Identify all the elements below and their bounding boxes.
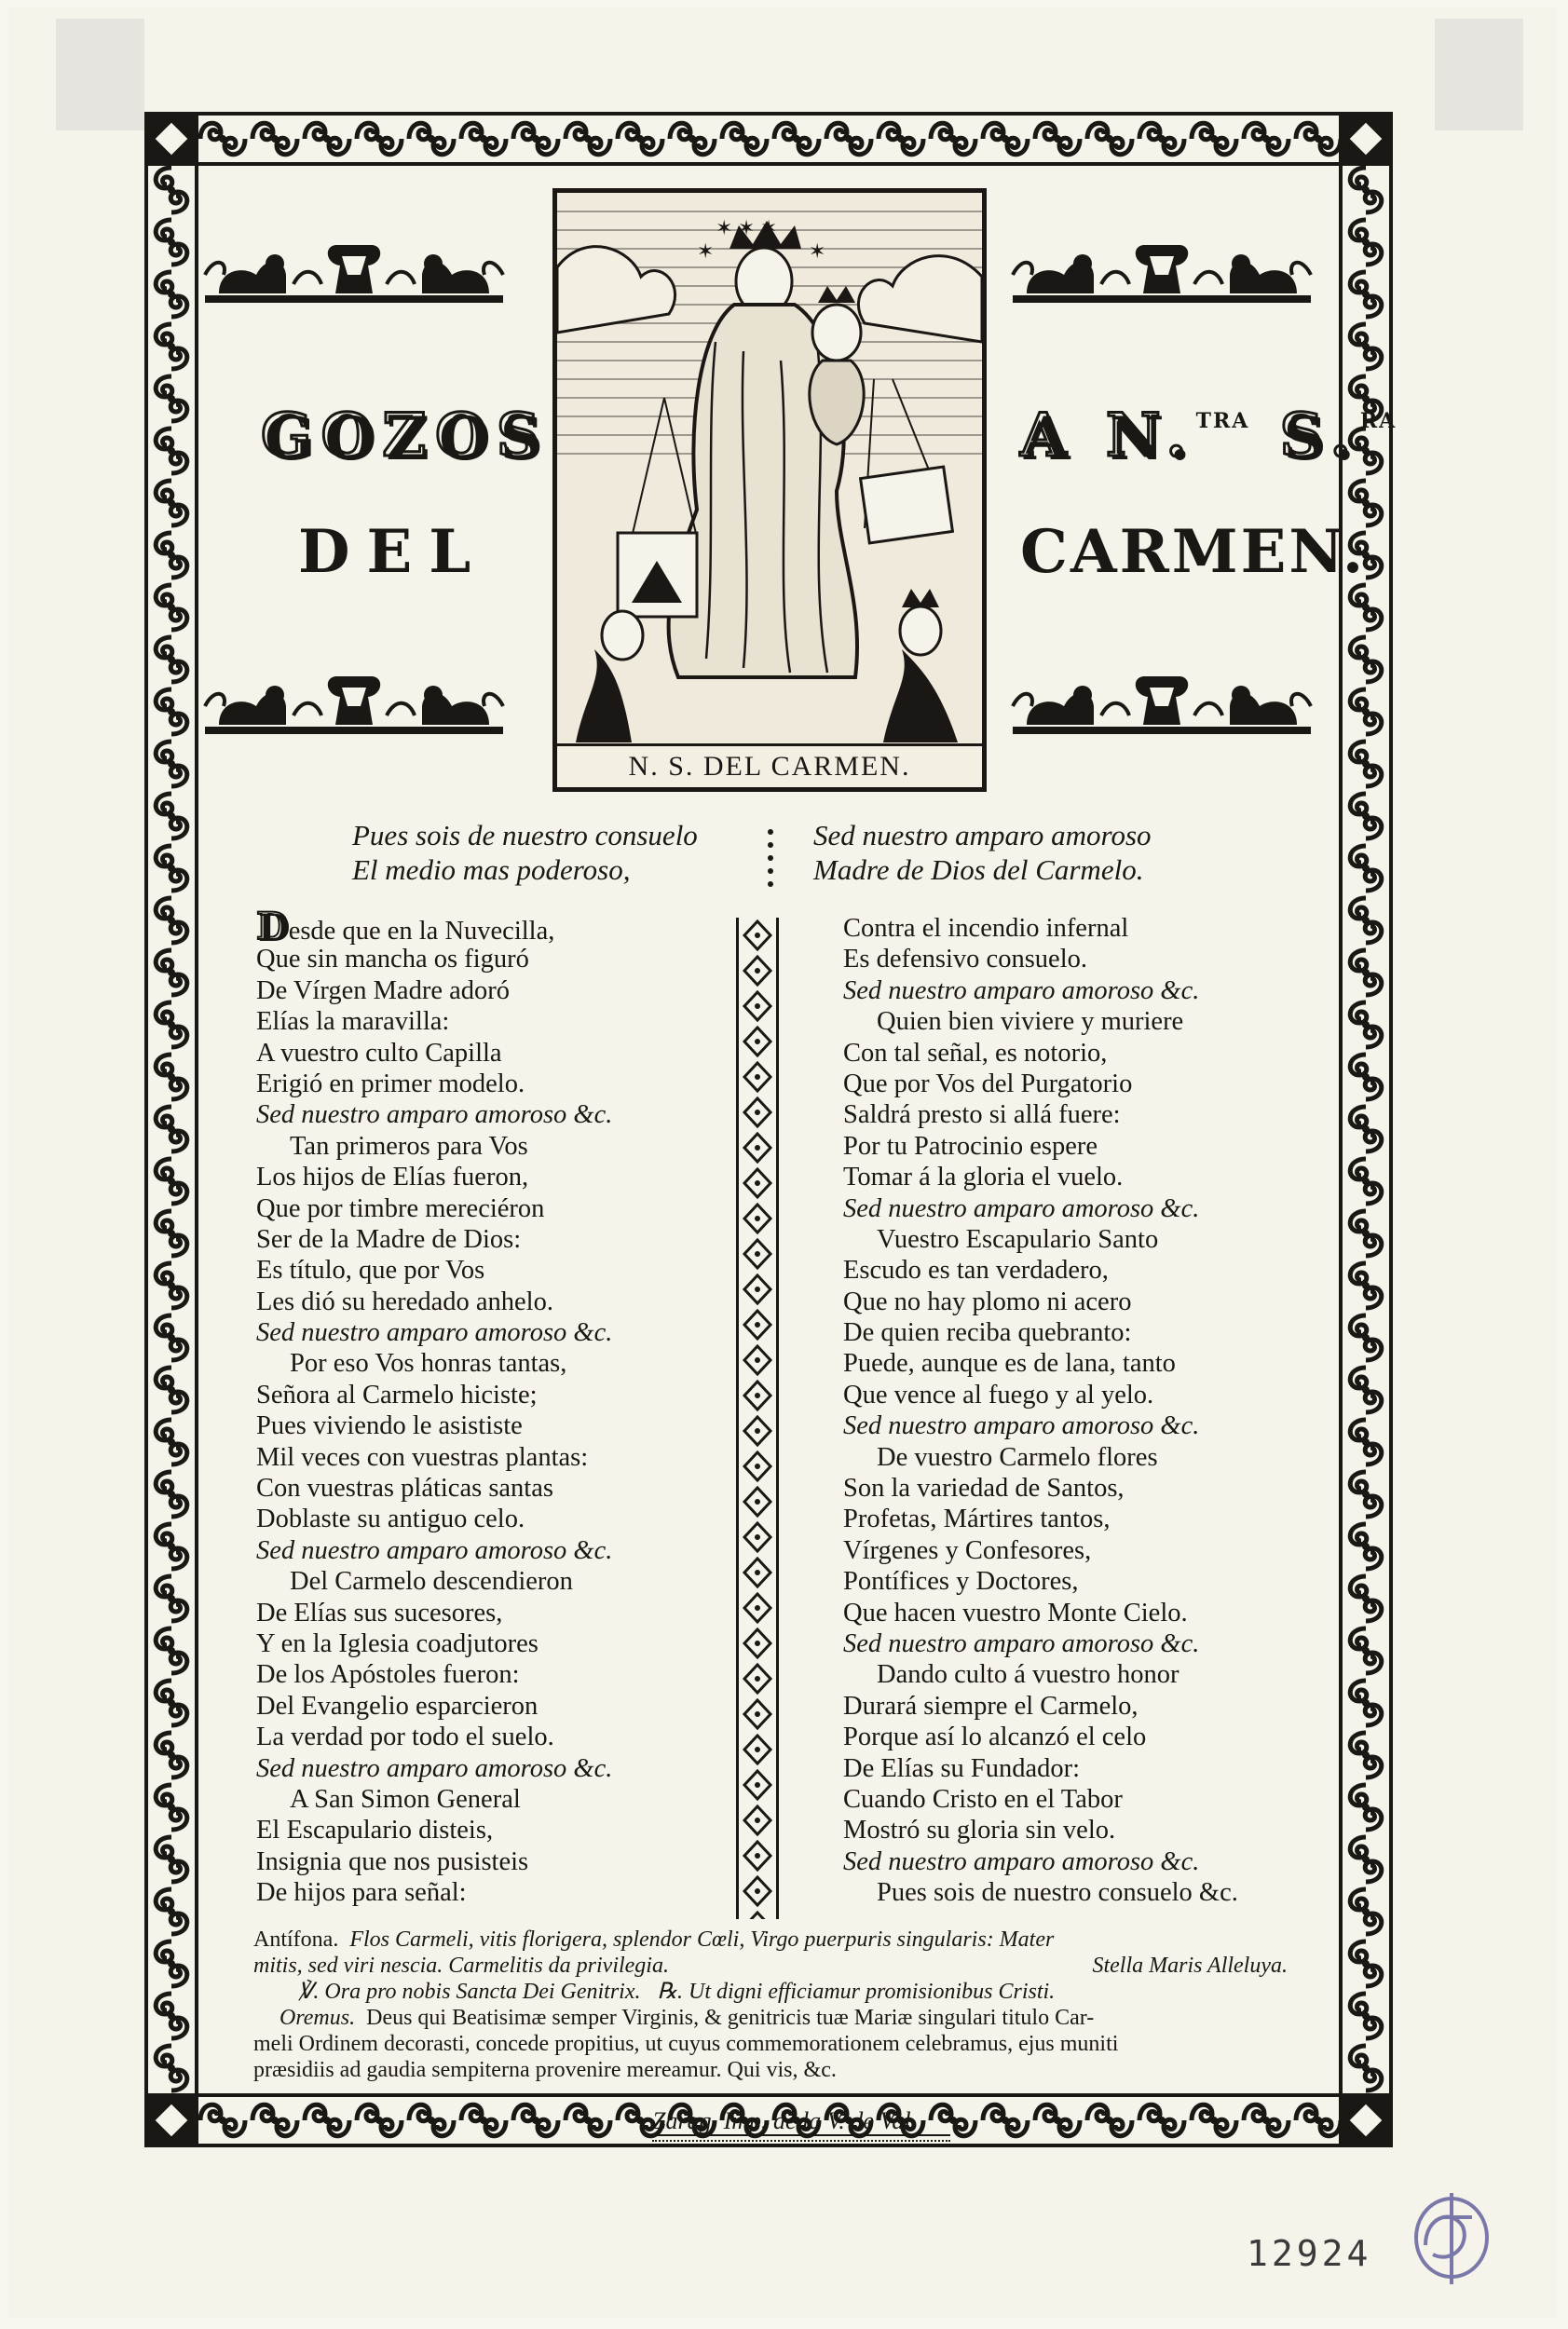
verse-line: [843, 1317, 1238, 1348]
verse-text: Erigió en primer modelo.: [256, 1069, 525, 1098]
verse-line: [256, 1598, 612, 1628]
verse-line: [843, 1504, 1238, 1534]
verse-line: [843, 1877, 1238, 1908]
verse-line: [843, 1069, 1238, 1099]
verse-line: [256, 1659, 612, 1690]
verse-text: Con vuestras pláticas santas: [256, 1474, 553, 1504]
title-carmen: CARMEN.: [1020, 517, 1367, 587]
verse-line: [256, 905, 612, 948]
verse-line: [843, 1659, 1238, 1690]
antiphon-text: Flos Carmeli, vitis florigera, splendor Cœli, Virgo puerpuris singularis: Mater: [349, 1927, 1055, 1952]
verse-text: Sed nuestro amparo amoroso &c.: [256, 1535, 613, 1565]
refrain-separator: [767, 824, 774, 890]
verse-text: Saldrá presto si allá fuere:: [843, 1100, 1121, 1130]
verse-refrain-line: [843, 1410, 1238, 1441]
verse-text: Por eso Vos honras tantas,: [290, 1349, 567, 1379]
verse-line: [256, 1348, 612, 1379]
verse-refrain-line: [843, 1193, 1238, 1224]
sphinx-ornament: [1008, 238, 1316, 312]
catalog-number: 12924: [1247, 2233, 1372, 2274]
verse-line: [256, 1380, 612, 1410]
verse-refrain-line: [256, 1535, 612, 1566]
refrain-line: Sed nuestro amparo amoroso: [813, 819, 1152, 851]
oremus-line: [280, 2005, 1288, 2031]
oremus-line: [253, 2057, 1288, 2083]
verse-line: [843, 1753, 1238, 1784]
verse-text: Que no hay plomo ni acero: [843, 1287, 1132, 1316]
refrain-line: El medio mas poderoso,: [352, 853, 631, 886]
column-divider: [736, 918, 779, 1919]
printer-imprint: Zarag. Imp. de la V. de Val.: [652, 2107, 918, 2134]
oremus-text: meli Ordinem decorasti, concede propitius, ut cuyus commemorationem celebramus, ejus muniti: [253, 2032, 1119, 2056]
verse-text: De los Apóstoles fueron:: [256, 1660, 520, 1690]
imprint-rule: [652, 2134, 950, 2142]
border-left: [144, 112, 198, 2147]
verse-text: De Elías sus sucesores,: [256, 1598, 503, 1628]
verse-text: El Escapulario disteis,: [256, 1816, 494, 1845]
verse-text: Sed nuestro amparo amoroso &c.: [256, 1100, 613, 1130]
verse-line: [256, 1566, 612, 1597]
verse-line: [843, 1815, 1238, 1845]
verse-line: [256, 1815, 612, 1845]
verse-text: Y en la Iglesia coadjutores: [256, 1628, 539, 1658]
versicle-line: [298, 1979, 1288, 2005]
verse-refrain-line: [256, 1317, 612, 1348]
verse-text: Quien bien viviere y muriere: [877, 1007, 1184, 1037]
verse-text: A vuestro culto Capilla: [256, 1038, 502, 1068]
verse-text: Con tal señal, es notorio,: [843, 1038, 1108, 1068]
verse-line: [256, 1473, 612, 1504]
verse-text: De vuestro Carmelo flores: [877, 1442, 1158, 1472]
response: ℞. Ut digni efficiamur promisionibus Cristi.: [657, 1980, 1056, 2004]
verse-text: Insignia que nos pusisteis: [256, 1846, 529, 1876]
verse-text: Del Evangelio esparcieron: [256, 1691, 539, 1721]
verse-line: [843, 944, 1238, 974]
antiphon-text: mitis, sed viri nescia. Carmelitis da privilegia.: [253, 1954, 669, 1978]
verse-line: [256, 1877, 612, 1908]
svg-text:✶: ✶: [697, 239, 715, 263]
verse-text: Los hijos de Elías fueron,: [256, 1163, 529, 1192]
verse-refrain-line: [843, 1628, 1238, 1659]
verse-text: Que por Vos del Purgatorio: [843, 1069, 1133, 1098]
verse-line: [256, 1691, 612, 1722]
title-gozos: GOZOS: [261, 401, 550, 470]
verse-line: [256, 1224, 612, 1255]
library-stamp-icon: [1405, 2180, 1498, 2290]
refrain-right: [813, 818, 1152, 887]
verse-text: Profetas, Mártires tantos,: [843, 1505, 1111, 1534]
verse-refrain-line: [843, 975, 1238, 1006]
verse-text: Ser de la Madre de Dios:: [256, 1224, 522, 1254]
verse-line: [843, 913, 1238, 944]
svg-text:✶: ✶: [809, 239, 826, 263]
verse-text: Les dió su heredado anhelo.: [256, 1287, 553, 1316]
verse-text: Vuestro Escapulario Santo: [877, 1224, 1159, 1254]
verse-line: [256, 1504, 612, 1534]
border-corner: [144, 2093, 198, 2147]
verse-line: [843, 1535, 1238, 1566]
verse-line: [256, 1193, 612, 1224]
verse-line: [256, 1410, 612, 1441]
verse-text: De quien reciba quebranto:: [843, 1318, 1132, 1348]
verses-right-column: [843, 913, 1238, 1909]
verse-text: Dando culto á vuestro honor: [877, 1660, 1179, 1690]
verse-text: Que vence al fuego y al yelo.: [843, 1380, 1154, 1410]
mount-tab-left: [56, 19, 144, 130]
verse-text: Doblaste su antiguo celo.: [256, 1505, 525, 1534]
verse-line: [843, 1287, 1238, 1317]
verse-line: [256, 975, 612, 1006]
verse-line: [256, 1255, 612, 1286]
verse-text: La verdad por todo el suelo.: [256, 1723, 554, 1752]
verse-refrain-line: [256, 1753, 612, 1784]
verse-line: [256, 1069, 612, 1099]
verse-text: Contra el incendio infernal: [843, 914, 1129, 943]
verse-text: Sed nuestro amparo amoroso &c.: [256, 1753, 613, 1783]
verse-text: Mostró su gloria sin velo.: [843, 1816, 1116, 1845]
antiphon-line: [253, 1953, 1288, 1979]
oremus-text: Deus qui Beatisimæ semper Virginis, & genitricis tuæ Mariæ singulari titulo Car-: [366, 2006, 1095, 2030]
verse-text: Puede, aunque es de lana, tanto: [843, 1349, 1176, 1379]
verse-text: De Elías su Fundador:: [843, 1753, 1081, 1783]
verse-line: [256, 1006, 612, 1037]
verse-text: Pues sois de nuestro consuelo &c.: [877, 1878, 1238, 1908]
verse-line: [256, 1287, 612, 1317]
woodcut-illustration: [557, 193, 982, 742]
verse-text: Tomar á la gloria el vuelo.: [843, 1163, 1124, 1192]
verse-text: Sed nuestro amparo amoroso &c.: [256, 1318, 613, 1348]
versicle: ℣. Ora pro nobis Sancta Dei Genitrix.: [298, 1980, 641, 2004]
verse-text: Que sin mancha os figuró: [256, 945, 529, 974]
refrain-left: [352, 818, 698, 887]
verse-text: Pues viviendo le asististe: [256, 1411, 523, 1441]
verse-line: [256, 1628, 612, 1659]
verse-line: [843, 1784, 1238, 1815]
verse-line: [256, 944, 612, 974]
verse-text: Son la variedad de Santos,: [843, 1474, 1125, 1504]
verse-line: [843, 1598, 1238, 1628]
sphinx-ornament: [1008, 669, 1316, 743]
verse-text: Sed nuestro amparo amoroso &c.: [843, 1411, 1200, 1441]
border-corner: [144, 112, 198, 166]
verse-line: [843, 1006, 1238, 1037]
verse-text: Sed nuestro amparo amoroso &c.: [843, 1628, 1200, 1658]
verse-text: Sed nuestro amparo amoroso &c.: [843, 1193, 1200, 1223]
verse-text: Cuando Cristo en el Tabor: [843, 1784, 1123, 1814]
verses-left-column: [256, 905, 613, 1909]
verse-line: [843, 1162, 1238, 1192]
verse-line: [843, 1380, 1238, 1410]
verse-line: [256, 1442, 612, 1473]
verse-text: Del Carmelo descendieron: [290, 1567, 573, 1597]
verse-text: A San Simon General: [290, 1784, 521, 1814]
sphinx-ornament: [200, 669, 508, 743]
verse-refrain-line: [843, 1846, 1238, 1877]
svg-text:✶ ✶ ✶: ✶ ✶ ✶: [716, 216, 778, 239]
verse-line: [843, 1566, 1238, 1597]
verse-refrain-line: [256, 1099, 612, 1130]
verse-text: Escudo es tan verdadero,: [843, 1256, 1109, 1286]
antiphon-label: Antífona.: [253, 1927, 339, 1952]
title-a-nuestra-senora: A N.$^{TRA}$ S.$^{RA}$: [1020, 401, 1398, 470]
woodcut-caption: N. S. DEL CARMEN.: [557, 743, 982, 787]
mount-tab-right: [1435, 19, 1523, 130]
verse-line: [256, 1784, 612, 1815]
verse-line: [843, 1131, 1238, 1162]
oremus-text: præsidiis ad gaudia sempiterna provenire mereamur. Qui vis, &c.: [253, 2058, 837, 2082]
antiphon-ending: Stella Maris Alleluya.: [1092, 1954, 1288, 1978]
verse-line: [843, 1038, 1238, 1069]
verse-text: Vírgenes y Confesores,: [843, 1535, 1092, 1565]
verse-line: [843, 1442, 1238, 1473]
refrain-line: Madre de Dios del Carmelo.: [813, 853, 1144, 886]
verse-text: De Vírgen Madre adoró: [256, 975, 510, 1005]
verse-line: [256, 1162, 612, 1192]
verse-line: [256, 1846, 612, 1877]
verse-text: Sed nuestro amparo amoroso &c.: [843, 975, 1200, 1005]
verse-text: Por tu Patrocinio espere: [843, 1131, 1098, 1161]
verse-text: Es título, que por Vos: [256, 1256, 485, 1286]
verse-text: Que por timbre mereciéron: [256, 1193, 545, 1223]
verse-line: [843, 1255, 1238, 1286]
verse-text: Tan primeros para Vos: [290, 1131, 528, 1161]
oremus-label: Oremus.: [280, 2006, 356, 2030]
border-corner: [1339, 112, 1393, 166]
verse-text: Mil veces con vuestras plantas:: [256, 1442, 589, 1472]
verse-text: esde que en la Nuvecilla,: [288, 917, 555, 946]
verse-text: Sed nuestro amparo amoroso &c.: [843, 1846, 1200, 1876]
drop-cap: D: [256, 905, 289, 948]
verse-text: Pontífices y Doctores,: [843, 1567, 1079, 1597]
antiphon-line: [253, 1927, 1288, 1953]
border-corner: [1339, 2093, 1393, 2147]
verse-text: De hijos para señal:: [256, 1878, 467, 1908]
verse-line: [843, 1224, 1238, 1255]
verse-line: [843, 1691, 1238, 1722]
verse-line: [843, 1348, 1238, 1379]
verse-text: Porque así lo alcanzó el celo: [843, 1723, 1147, 1752]
virgin-del-carmen-woodcut: [552, 188, 987, 792]
verse-text: Durará siempre el Carmelo,: [843, 1691, 1139, 1721]
verse-line: [256, 1131, 612, 1162]
sphinx-ornament: [200, 238, 508, 312]
border-top: [144, 112, 1393, 166]
verse-line: [843, 1722, 1238, 1752]
oremus-line: [253, 2031, 1288, 2057]
verse-text: Que hacen vuestro Monte Cielo.: [843, 1598, 1188, 1628]
verse-line: [256, 1038, 612, 1069]
verse-text: Señora al Carmelo hiciste;: [256, 1380, 538, 1410]
verse-text: Es defensivo consuelo.: [843, 945, 1087, 974]
verse-line: [843, 1473, 1238, 1504]
refrain-line: Pues sois de nuestro consuelo: [352, 819, 698, 851]
verse-line: [843, 1099, 1238, 1130]
verse-line: [256, 1722, 612, 1752]
verse-text: Elías la maravilla:: [256, 1007, 450, 1037]
title-del: DEL: [298, 517, 488, 587]
